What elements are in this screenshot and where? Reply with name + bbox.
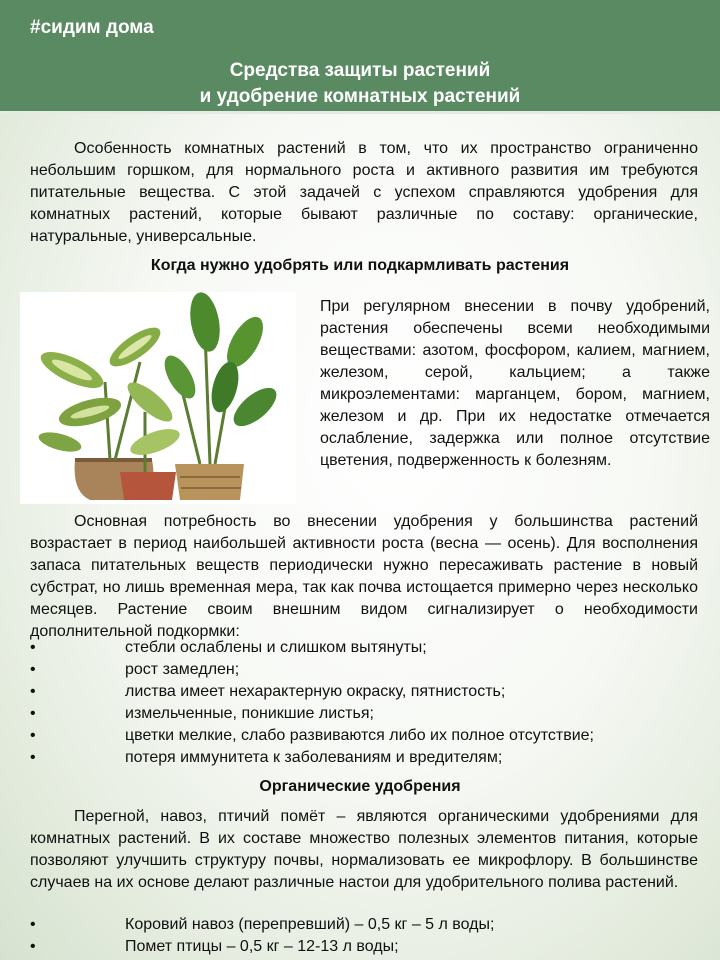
title-line-1: Средства защиты растений [229,60,491,81]
clay-pot-middle [120,472,176,500]
leaf [158,351,201,404]
houseplants-illustration [20,292,296,504]
bullet-icon: • [30,661,36,678]
leaf [127,424,183,461]
leaf [186,292,224,354]
wicker-pot-right [175,464,244,500]
bullet-icon: • [30,727,36,744]
leaf [207,359,244,415]
bullet-icon: • [30,639,36,656]
bullet-icon: • [30,938,36,955]
list-item: • стебли ослаблены и слишком вытянуты; [30,637,710,659]
bullet-icon: • [30,705,36,722]
list-item: • измельченные, поникшие листья; [30,703,710,725]
houseplants-photo [20,292,296,504]
hashtag: #сидим дома [30,17,154,38]
list-item: • листва имеет нехарактерную окраску, пятнистость; [30,681,710,703]
header-banner [0,0,720,114]
organic-paragraph: Перегной, навоз, птичий помёт – являются органическими удобрениями для комнатных растений. В их составе множество полезных элементов питания, которые позволяют улучшить структуру почвы, нормализовать ее микрофлору. В большинстве случаев на их основе делают различные настои для удобрительного полива растений. [30,808,698,891]
bullet-icon: • [30,916,36,933]
page-title [0,58,720,110]
organic-recipes-list [30,914,710,958]
list-item: • рост замедлен; [30,659,710,681]
leaf [37,429,84,456]
title-line-2: и удобрение комнатных растений [199,86,521,107]
symptom-list [30,637,710,769]
list-item: • Помет птицы – 0,5 кг – 12-13 л воды; [30,936,710,958]
list-item: • Коровий навоз (перепревший) – 0,5 кг – 5 л воды; [30,914,710,936]
list-item: • цветки мелкие, слабо развиваются либо их полное отсутствие; [30,725,710,747]
nutrients-paragraph: При регулярном внесении в почву удобрений, растения обеспечены всеми необходимыми веществами: азотом, фосфором, калием, магнием, железом, серой, кальцием; а также микроэлементами: марганцем, бором, магнием, железом и др. При их недостатке отмечается ослабление, задержка или полное отсутствие цветения, подверженность к болезням. [320,298,710,469]
bullet-icon: • [30,749,36,766]
list-item: • потеря иммунитета к заболеваниям и вредителям; [30,747,710,769]
section1-heading: Когда нужно удобрять или подкармливать растения [150,257,570,274]
section2-heading: Органические удобрения [259,778,461,795]
growth-paragraph: Основная потребность во внесении удобрения у большинства растений возрастает в период наибольшей активности роста (весна — осень). Для восполнения запаса питательных веществ периодически нужно пересаживать растение в новый субстрат, но лишь временная мера, так как почва истощается примерно через несколько месяцев. Растение своим внешним видом сигнализирует о необходимости дополнительной подкормки: [30,513,698,640]
bullet-icon: • [30,683,36,700]
intro-paragraph: Особенность комнатных растений в том, что их пространство ограниченно небольшим горшком, для нормального роста и активного развития им требуются питательные вещества. С этой задачей с успехом справляются удобрения для комнатных растений, которые бывают различные по составу: органические, натуральные, универсальные. [30,140,698,245]
